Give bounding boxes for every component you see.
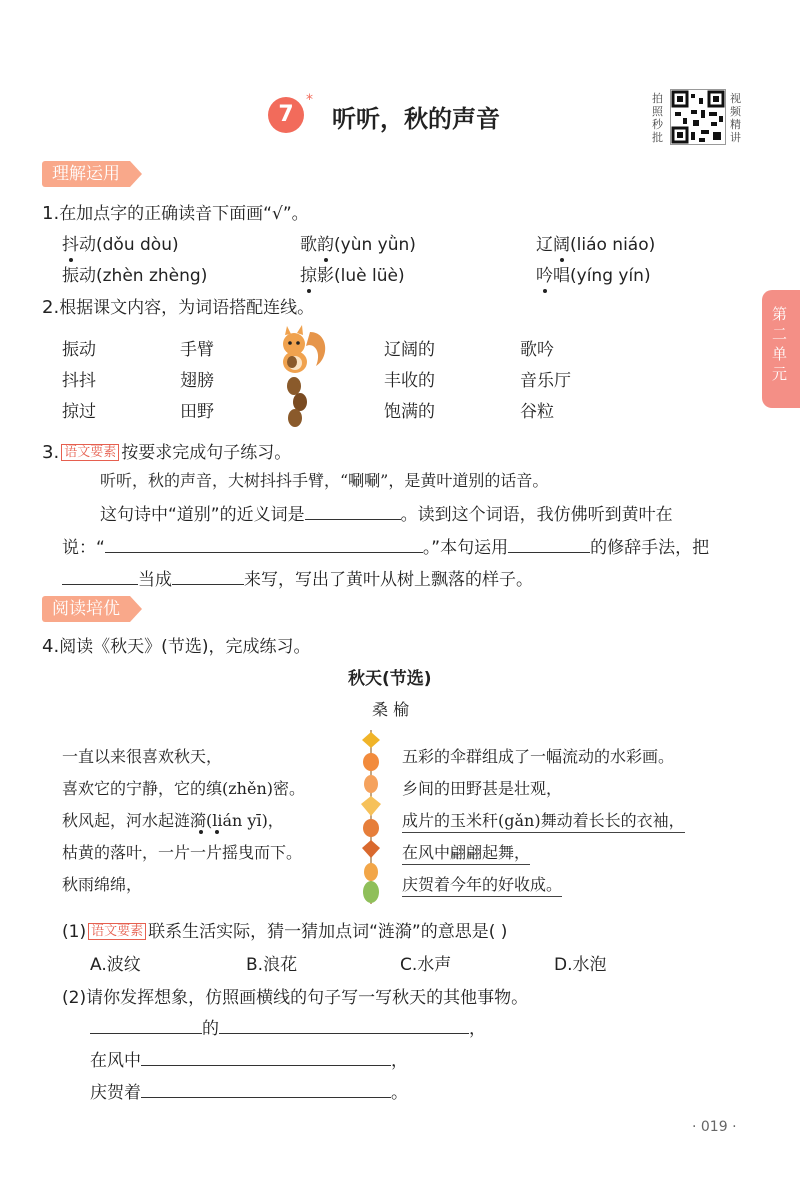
squirrel-illustration [270, 322, 330, 428]
q3-blank-rhetoric[interactable] [508, 535, 590, 553]
q2-col2-item: 翅膀 [180, 371, 214, 391]
poem-right-line: 五彩的伞群组成了一幅流动的水彩画。 [402, 747, 675, 766]
q3-tag: 语文要素 [61, 444, 119, 461]
q1-item-4: 振动(zhèn zhèng) [62, 266, 208, 286]
section-badge-reading: 阅读培优 [42, 596, 130, 622]
poem-left-line: 秋风起，河水起涟漪(lián yī)， [62, 811, 284, 830]
q3-number: 3. [42, 442, 60, 463]
poem-left-line: 喜欢它的宁静，它的缜(zhěn)密。 [62, 779, 305, 798]
qr-right-label: 视频精讲 [730, 92, 741, 144]
q2-col3-item: 饱满的 [384, 402, 435, 422]
unit-side-tab-label: 第二单元 [772, 305, 788, 383]
q2-col3-item: 辽阔的 [384, 340, 435, 360]
q1-item-1: 抖动(dǒu dòu) [62, 230, 179, 255]
lianyi-dot-2 [215, 830, 219, 834]
qr-code-icon[interactable] [670, 89, 726, 145]
q4-sub1: (1) 语文要素 联系生活实际，猜一猜加点词“涟漪”的意思是( ) [62, 922, 508, 942]
q2-col4-item: 音乐厅 [520, 371, 571, 391]
lesson-asterisk: * [306, 92, 313, 108]
lesson-number-badge [268, 97, 304, 133]
section-badge-understanding: 理解运用 [42, 161, 130, 187]
poem-author: 桑 榆 [372, 700, 410, 719]
q2-number: 2. [42, 297, 60, 318]
q4-prompt [42, 632, 310, 657]
q4-blank-1b[interactable] [219, 1016, 469, 1034]
q4-option-c[interactable]: C.水声 [400, 955, 452, 975]
q2-text: 根据课文内容，为词语搭配连线。 [59, 298, 315, 318]
poem-right-line-underlined: 庆贺着今年的好收成。 [402, 872, 562, 895]
q3-blank-object[interactable] [62, 567, 138, 585]
q4-option-d[interactable]: D.水泡 [554, 955, 607, 975]
q1-item-3: 辽阔(liáo niáo) [536, 230, 655, 255]
q2-col1-item: 掠过 [62, 402, 96, 422]
q2-col1-item: 振动 [62, 340, 96, 360]
page-number: · 019 · [692, 1119, 737, 1135]
q3-blank-as[interactable] [172, 567, 244, 585]
q1-item-2: 歌韵(yùn yǜn) [300, 230, 416, 255]
unit-side-tab [762, 290, 800, 408]
q4-fill-line1: 的 ， [90, 1014, 486, 1039]
q4-blank-2[interactable] [141, 1048, 391, 1066]
q3-line3: 当成 来写，写出了黄叶从树上飘落的样子。 [62, 565, 533, 590]
leaf-column-illustration [358, 726, 384, 906]
q4-sub2: (2)请你发挥想象，仿照画横线的句子写一写秋天的其他事物。 [62, 988, 529, 1008]
q3-line1: 这句诗中“道别”的近义词是 。读到这个词语，我仿佛听到黄叶在 [100, 500, 673, 525]
q2-col4-item: 谷粒 [520, 402, 554, 422]
q4-blank-1a[interactable] [90, 1016, 202, 1034]
poem-right-line-underlined: 在风中翩翩起舞， [402, 840, 530, 863]
q2-col1-item: 抖抖 [62, 371, 96, 391]
q4-blank-3[interactable] [141, 1080, 391, 1098]
lesson-number: 7 [278, 102, 294, 127]
q3-prompt [42, 438, 291, 463]
q3-blank-leaf-says[interactable] [105, 535, 423, 553]
lianyi-dot-1 [199, 830, 203, 834]
q2-col2-item: 手臂 [180, 340, 214, 360]
q3-quote: 听听，秋的声音，大树抖抖手臂，“唰唰”，是黄叶道别的话音。 [100, 471, 549, 490]
q2-col3-item: 丰收的 [384, 371, 435, 391]
q4-number: 4. [42, 636, 60, 657]
q1-item-5: 掠影(luè lüè) [300, 261, 405, 286]
q2-col4-item: 歌吟 [520, 340, 554, 360]
page-title: 听听，秋的声音 [332, 105, 500, 133]
q4-fill-line2: 在风中 ， [90, 1046, 408, 1071]
q1-number: 1. [42, 203, 60, 224]
poem-right-line-underlined: 成片的玉米秆(gǎn)舞动着长长的衣袖， [402, 808, 685, 831]
q3-line2: 说：“ 。”本句运用 的修辞手法，把 [62, 533, 709, 558]
qr-left-label: 拍照秒批 [652, 92, 663, 144]
q2-prompt [42, 293, 314, 318]
q1-text: 在加点字的正确读音下面画“√”。 [59, 204, 309, 224]
q2-col2-item: 田野 [180, 402, 214, 422]
q4-fill-line3: 庆贺着 。 [90, 1078, 408, 1103]
q1-item-6: 吟唱(yíng yín) [536, 261, 651, 286]
poem-left-line: 一直以来很喜欢秋天， [62, 747, 223, 766]
q4-option-a[interactable]: A.波纹 [90, 955, 141, 975]
q3-text: 按要求完成句子练习。 [121, 443, 292, 463]
q1-prompt [42, 199, 309, 224]
poem-left-line: 秋雨绵绵， [62, 875, 143, 894]
poem-right-line: 乡间的田野甚是壮观， [402, 779, 563, 798]
q4-option-b[interactable]: B.浪花 [246, 955, 298, 975]
poem-title: 秋天(节选) [348, 669, 432, 689]
q4-sub1-tag: 语文要素 [88, 923, 146, 940]
q3-blank-synonym[interactable] [305, 502, 401, 520]
q4-text: 阅读《秋天》(节选)，完成练习。 [59, 637, 311, 657]
poem-left-line: 枯黄的落叶，一片一片摇曳而下。 [62, 843, 303, 862]
